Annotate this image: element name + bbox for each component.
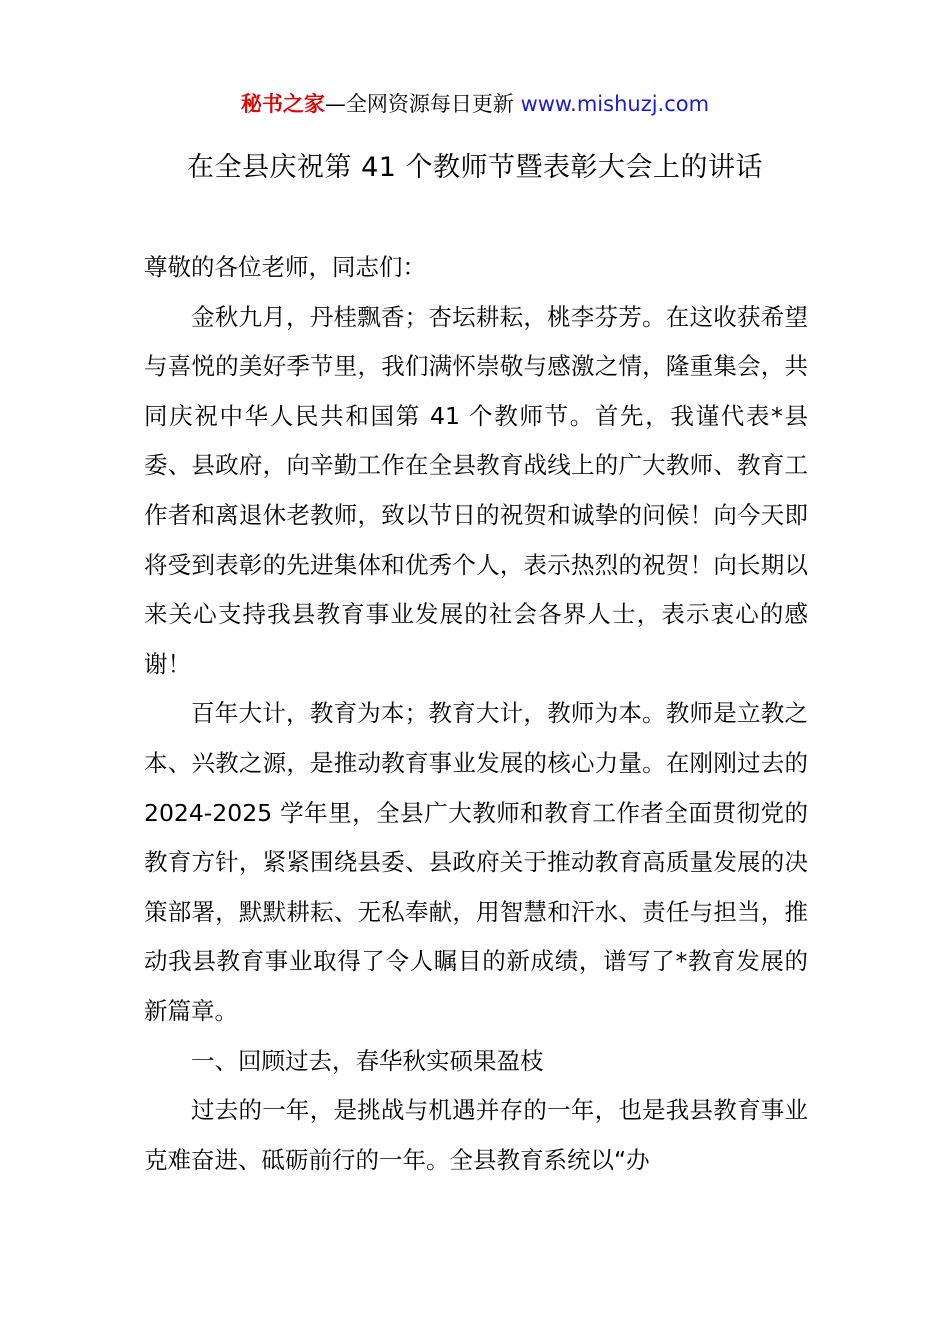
site-tagline: —全网资源每日更新	[324, 92, 521, 116]
paragraph-opening: 金秋九月，丹桂飘香；杏坛耕耘，桃李芬芳。在这收获希望与喜悦的美好季节里，我们满怀崇敬与感激之情，隆重集会，共同庆祝中华人民共和国第 41 个教师节。首先，我谨代表*县委、县政府，向辛勤工作在全县教育战线上的广大教师、教育工作者和离退休老教师，致以节日的祝贺和诚挚的问候！向今天即将受到表彰的先进集体和优秀个人，表示热烈的祝贺！向长期以来关心支持我县教育事业发展的社会各界人士，表示衷心的感谢！	[144, 302, 808, 678]
section-heading: 一、回顾过去，春华秋实硕果盈枝	[191, 1046, 544, 1075]
salutation: 尊敬的各位老师，同志们：	[144, 253, 426, 281]
document-body	[144, 243, 808, 1185]
site-header	[0, 88, 950, 120]
site-url-link[interactable]: www.mishuzj.com	[520, 92, 710, 116]
paragraph-teachers: 百年大计，教育为本；教育大计，教师为本。教师是立教之本、兴教之源，是推动教育事业发展的核心力量。在刚刚过去的 2024-2025 学年里，全县广大教师和教育工作者全面贯彻党的教育方针，紧紧围绕县委、县政府关于推动教育高质量发展的决策部署，默默耕耘、无私奉献，用智慧和汗水、责任与担当，推动我县教育事业取得了令人瞩目的新成绩，谱写了*教育发展的新篇章。	[144, 699, 808, 1025]
paragraph-review: 过去的一年，是挑战与机遇并存的一年，也是我县教育事业克难奋进、砥砺前行的一年。全县教育系统以“办	[144, 1096, 808, 1174]
site-brand: 秘书之家	[240, 92, 325, 116]
document-title: 在全县庆祝第 41 个教师节暨表彰大会上的讲话	[186, 152, 764, 183]
